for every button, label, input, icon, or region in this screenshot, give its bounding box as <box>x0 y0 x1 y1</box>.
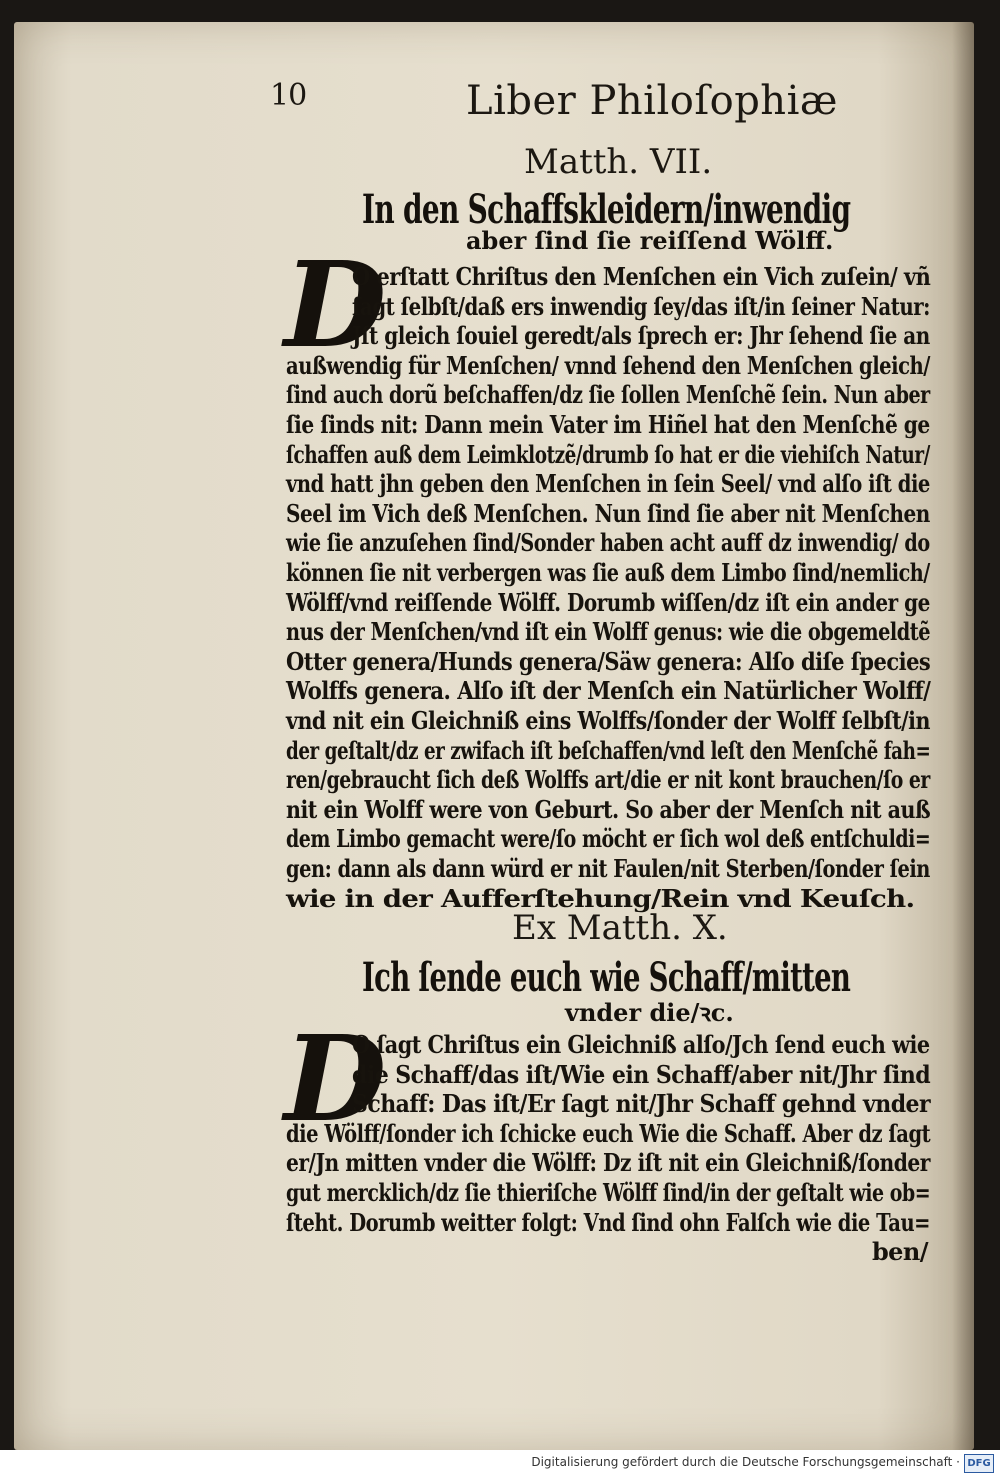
text-line: der geſtalt/dz er zwifach iſt beſchaffen/vnd leſt den Menſchẽ fah= <box>286 735 931 765</box>
text-line: nit ein Wolff were von Geburt. So aber der Menſch nit auß <box>286 794 931 824</box>
text-line: O ſagt Chriſtus ein Gleichniß alſo/Jch ſend euch wie <box>352 1030 930 1059</box>
text-line: vnd hatt jhn geben den Menſchen in ſein Seel/ vnd alſo iſt die <box>286 469 930 499</box>
section-subtitle-vnder-die: vnder die/ꝛc. <box>565 998 734 1027</box>
dfg-logo[interactable]: DFG <box>964 1454 994 1473</box>
text-line: ſagt ſelbſt/daß ers inwendig ſey/das iſt/in ſeiner Natur: <box>352 291 930 321</box>
text-line: Seel im Vich deß Menſchen. Nun ſind ſie aber nit Menſchen <box>286 498 930 528</box>
section-subtitle-wolff: aber ſind ſie reiſſend Wölff. <box>466 226 834 255</box>
dropcap-letter: D <box>284 235 387 374</box>
page-gutter-shadow <box>952 22 974 1450</box>
text-line: Wolffs genera. Alſo iſt der Menſch ein Natürlicher Wolff/ <box>286 676 931 706</box>
text-line: Jſt gleich ſouiel geredt/als ſprech er: Jhr ſehend ſie an <box>352 321 930 351</box>
text-line: nus der Menſchen/vnd iſt ein Wolff genus: wie die obgemeldtẽ <box>286 617 931 647</box>
text-line: Otter genera/Hunds genera/Säw genera: Alſo diſe ſpecies <box>286 646 931 676</box>
dropcap-letter: D <box>284 1009 387 1148</box>
text-line: vnd nit ein Gleichniß eins Wolffs/ſonder der Wolff ſelbſt/in <box>286 706 930 735</box>
text-line: ſteht. Dorumb weitter folgt: Vnd ſind ohn Falſch wie die Tau= <box>286 1207 931 1237</box>
text-line: Schaff: Das iſt/Er ſagt nit/Jhr Schaff gehnd vnder <box>352 1089 931 1119</box>
digitization-credit: Digitalisierung gefördert durch die Deutsche Forschungsgemeinschaft · <box>531 1455 960 1469</box>
page-number: 10 <box>270 78 307 113</box>
text-line: O erſtatt Chriſtus den Menſchen ein Vich zuſein/ vñ <box>352 262 931 291</box>
text-line: ſchaffen auß dem Leimklotzẽ/drumb ſo hat er die viehiſch Natur/ <box>286 439 930 469</box>
footer-bar <box>0 1450 1000 1477</box>
section-label-matth-vii: Matth. VII. <box>524 142 713 182</box>
text-line: gen: dann als dann würd er nit Faulen/nit Sterben/ſonder ſein <box>286 854 930 883</box>
section-title-schaffskleidern: In den Schaffskleidern/inwendig <box>362 186 851 233</box>
text-line: Wölff/vnd reiſſende Wölff. Dorumb wiſſen/dz iſt ein ander ge <box>286 587 930 617</box>
text-line: die Schaff/das iſt/Wie ein Schaff/aber nit/Jhr ſind <box>352 1059 931 1089</box>
text-line: dem Limbo gemacht were/ſo möcht er ſich wol deß entſchuldi= <box>286 824 931 854</box>
text-line: wie in der Aufferſtehung/Rein vnd Keuſch. <box>286 883 915 913</box>
section-title-schaff-mitten: Ich ſende euch wie Schaff/mitten <box>362 954 851 1001</box>
text-line: gut mercklich/dz ſie thieriſche Wölff ſind/in der geſtalt wie ob= <box>286 1178 931 1207</box>
text-line: ren/gebraucht ſich deß Wolffs art/die er nit kont brauchen/ſo er <box>286 765 930 795</box>
text-line: außwendig für Menſchen/ vnnd ſehend den Menſchen gleich/ <box>286 350 930 380</box>
text-line: er/Jn mitten vnder die Wölff: Dz iſt nit ein Gleichniß/ſonder <box>286 1148 930 1178</box>
text-line: wie ſie anzuſehen ſind/Sonder haben acht auff dz inwendig/ do <box>286 528 930 558</box>
catchword: ben/ <box>872 1237 928 1267</box>
running-head: Liber Philoſophiæ <box>466 78 838 124</box>
text-line: ſind auch dorũ beſchaffen/dz ſie ſollen Menſchẽ ſein. Nun aber <box>286 380 930 410</box>
text-line: die Wölff/ſonder ich ſchicke euch Wie die Schaff. Aber dz ſagt <box>286 1118 931 1148</box>
text-line: ſie ſinds nit: Dann mein Vater im Hiñel hat den Menſchẽ ge <box>286 410 930 439</box>
text-line: können ſie nit verbergen was ſie auß dem Limbo ſind/nemlich/ <box>286 558 930 587</box>
section-label-matth-x: Ex Matth. X. <box>512 908 728 948</box>
